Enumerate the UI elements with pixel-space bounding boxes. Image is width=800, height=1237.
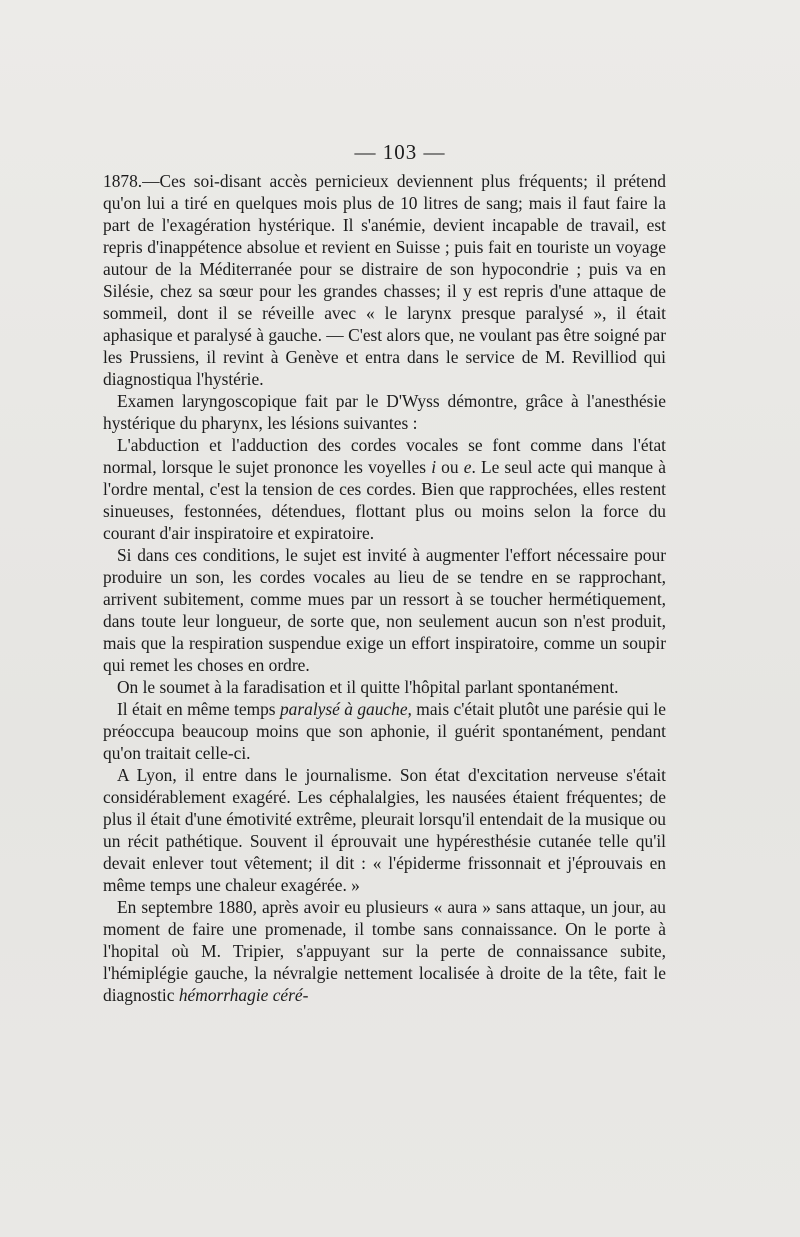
- italic-text: hémorrhagie céré-: [178, 985, 309, 1005]
- italic-text: i: [431, 457, 437, 477]
- text-segment: En septembre 1880, après avoir eu plusieurs « aura » sans attaque, un jour, au moment de faire une promenade, il tombe sans connaissance. On le porte à l'hopital où M. Tripier, s'appuyant sur la perte de connaissance subite, l'hémiplégie gauche, la névralgie nettement localisée à droite de la tête, fait le diagnostic: [103, 897, 666, 1005]
- body-text: [103, 170, 666, 1006]
- paragraph: [103, 896, 666, 1006]
- italic-text: e: [463, 457, 472, 477]
- text-segment: 1878.—Ces soi-disant accès pernicieux deviennent plus fréquents; il prétend qu'on lui a tiré en quelques mois plus de 10 litres de sang; mais il faut faire la part de l'exagération hystérique. Il s'anémie, devient incapable de travail, est repris d'inappétence absolue et revient en Suisse ; puis fait en touriste un voyage autour de la Méditerranée pour se distraire de son hypocondrie ; puis va en Silésie, chez sa sœur pour les grandes chasses; il y est repris d'une attaque de sommeil, dont il se réveille avec « le larynx presque paralysé », il était aphasique et paralysé à gauche. — C'est alors que, ne voulant pas être soigné par les Prussiens, il revint à Genève et entra dans le service de M. Revilliod qui diagnostiqua l'hystérie.: [103, 171, 666, 389]
- paragraph: [103, 390, 666, 434]
- paragraph: [103, 698, 666, 764]
- text-segment: Si dans ces conditions, le sujet est invité à augmenter l'effort nécessaire pour produire un son, les cordes vocales au lieu de se tendre en se rapprochant, arrivent subitement, comme mues par un ressort à se toucher hermétiquement, dans toute leur longueur, de sorte que, non seulement aucun son n'est produit, mais que la respiration suspendue exige un effort inspiratoire, comme un soupir qui remet les choses en ordre.: [103, 545, 666, 675]
- text-segment: ou: [436, 457, 464, 477]
- paragraph: [103, 676, 666, 698]
- text-segment: mais c'était plutôt une parésie qui le préoccupa beaucoup moins que son aphonie, il guérit spontanément, pendant qu'on traitait celle-ci.: [103, 699, 666, 763]
- text-segment: A Lyon, il entre dans le journalisme. Son état d'excitation nerveuse s'était considérablement exagéré. Les céphalalgies, les nausées étaient fréquentes; de plus il était d'une émotivité extrême, pleurait lorsqu'il entendait de la musique ou un récit pathétique. Souvent il éprouvait une hypéresthésie cutanée telle qu'il devait enlever tout vêtement; il dit : « l'épiderme frissonnait et j'éprouvais en même temps une chaleur exagérée. »: [103, 765, 666, 895]
- text-segment: L'abduction et l'adduction des cordes vocales se font comme dans l'état normal, lorsque le sujet prononce les voyelles: [103, 435, 666, 477]
- paragraph: [103, 434, 666, 544]
- italic-text: paralysé à gauche,: [279, 699, 412, 719]
- text-segment: On le soumet à la faradisation et il quitte l'hôpital parlant spontanément.: [117, 677, 619, 697]
- page-number: — 103 —: [354, 140, 446, 164]
- text-segment: . Le seul acte qui manque à l'ordre mental, c'est la tension de ces cordes. Bien que rapprochées, elles restent sinueuses, festonnées, détendues, flottant plus ou moins selon la force du courant d'air inspiratoire et expiratoire.: [103, 457, 666, 543]
- text-segment: Examen laryngoscopique fait par le D'Wyss démontre, grâce à l'anesthésie hystérique du pharynx, les lésions suivantes :: [103, 391, 666, 433]
- paragraph: [103, 170, 666, 390]
- paragraph: [103, 544, 666, 676]
- text-segment: Il était en même temps: [117, 699, 280, 719]
- paragraph: [103, 764, 666, 896]
